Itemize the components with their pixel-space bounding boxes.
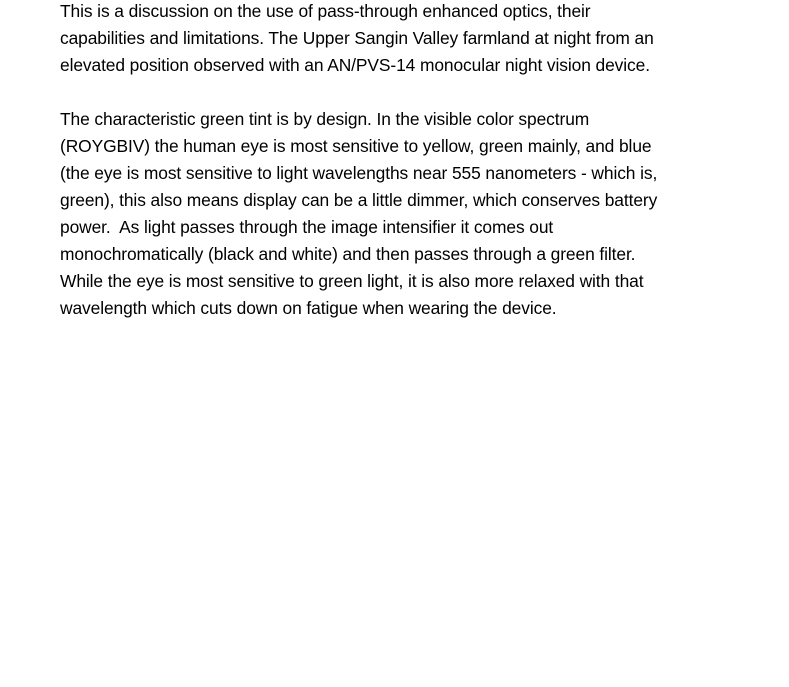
paragraph-line: monochromatically (black and white) and then passes through a green filter. (60, 244, 636, 264)
paragraph-line: This is a discussion on the use of pass-through enhanced optics, their (60, 1, 591, 21)
paragraph-line: wavelength which cuts down on fatigue when wearing the device. (60, 298, 557, 318)
paragraph-line: capabilities and limitations. The Upper Sangin Valley farmland at night from an (60, 28, 654, 48)
paragraph-line: power. As light passes through the image intensifier it comes out (60, 217, 554, 237)
paragraph-line: (the eye is most sensitive to light wavelengths near 555 nanometers - which is, (60, 163, 658, 183)
paragraph-green-tint (60, 106, 740, 322)
paragraph-line: elevated position observed with an AN/PVS-14 monocular night vision device. (60, 55, 650, 75)
paragraph-line: The characteristic green tint is by design. In the visible color spectrum (60, 109, 590, 129)
paragraph-line: (ROYGBIV) the human eye is most sensitive to yellow, green mainly, and blue (60, 136, 652, 156)
paragraph-intro (60, 0, 740, 79)
paragraph-line: While the eye is most sensitive to green light, it is also more relaxed with that (60, 271, 644, 291)
paragraph-line: green), this also means display can be a little dimmer, which conserves battery (60, 190, 658, 210)
